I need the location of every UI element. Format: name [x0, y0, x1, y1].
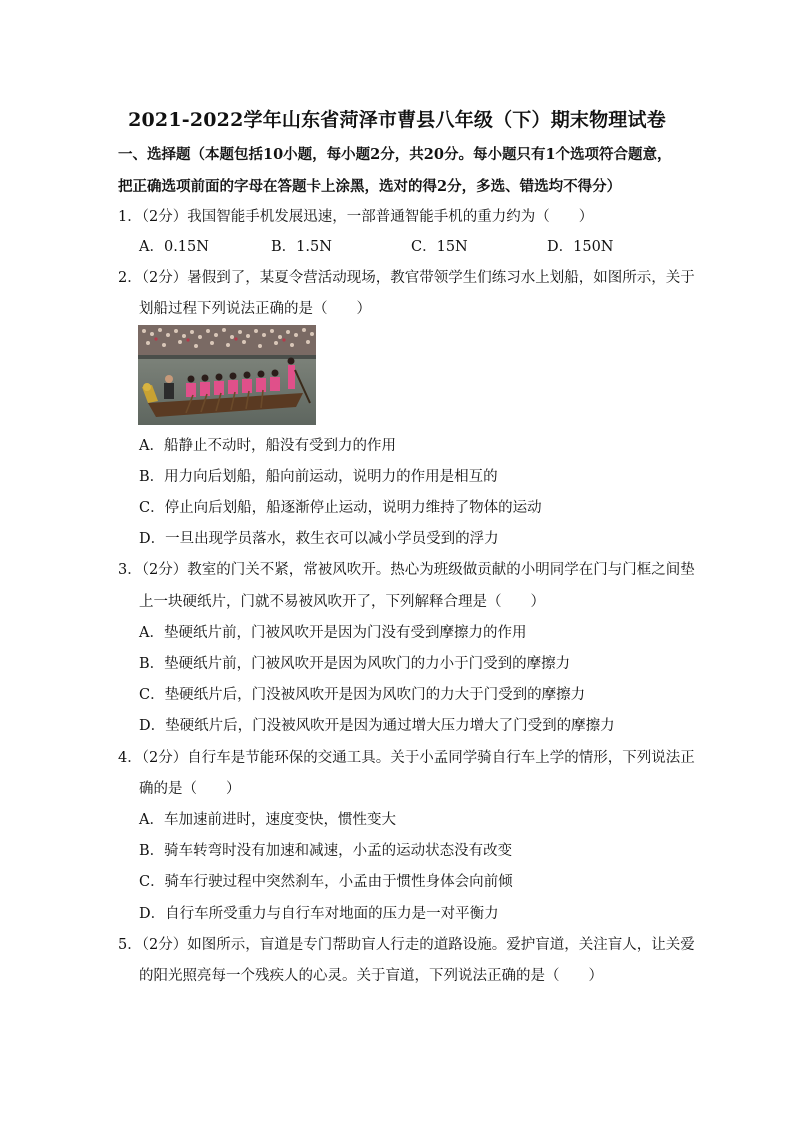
exam-title: 2021-2022学年山东省菏泽市曹县八年级（下）期末物理试卷: [128, 109, 666, 131]
question-2-option-d: D．一旦出现学员落水，救生衣可以减小学员受到的浮力: [139, 531, 499, 547]
section-heading-line-2: 把正确选项前面的字母在答题卡上涂黑，选对的得2分，多选、错选均不得分）: [118, 178, 622, 195]
question-1-option-c: C．15N: [411, 239, 468, 255]
question-3-stem-line-2: 上一块硬纸片，门就不易被风吹开了，下列解释合理是（ ）: [139, 594, 545, 610]
question-2-option-a: A．船静止不动时，船没有受到力的作用: [139, 438, 396, 454]
question-2-stem-line-1: 2．（2分）暑假到了，某夏令营活动现场，教官带领学生们练习水上划船，如图所示，关于: [118, 270, 695, 286]
question-1-options: [139, 237, 659, 257]
question-4-stem-line-1: 4．（2分）自行车是节能环保的交通工具。关于小孟同学骑自行车上学的情形，下列说法正: [118, 750, 695, 766]
section-heading-line-1: 一、选择题（本题包括10小题，每小题2分，共20分。每小题只有1个选项符合题意，: [118, 146, 672, 163]
question-4-stem-line-2: 确的是（ ）: [139, 781, 241, 797]
question-3-option-b: B．垫硬纸片前，门被风吹开是因为风吹门的力小于门受到的摩擦力: [139, 656, 571, 672]
question-2-stem-line-2: 划船过程下列说法正确的是（ ）: [139, 301, 371, 317]
question-4-option-b: B．骑车转弯时没有加速和减速，小孟的运动状态没有改变: [139, 843, 513, 859]
question-3-option-a: A．垫硬纸片前，门被风吹开是因为门没有受到摩擦力的作用: [139, 625, 527, 641]
question-3-stem-line-1: 3．（2分）教室的门关不紧，常被风吹开。热心为班级做贡献的小明同学在门与门框之间垫: [118, 562, 695, 578]
question-5-stem-line-2: 的阳光照亮每一个残疾人的心灵。关于盲道，下列说法正确的是（ ）: [139, 968, 603, 984]
question-1-option-d: D．150N: [547, 239, 614, 255]
question-1-option-a: A．0.15N: [139, 239, 209, 255]
question-4-option-d: D．自行车所受重力与自行车对地面的压力是一对平衡力: [139, 906, 499, 922]
question-1-stem: 1．（2分）我国智能手机发展迅速，一部普通智能手机的重力约为（ ）: [118, 209, 594, 225]
question-5-stem-line-1: 5．（2分）如图所示，盲道是专门帮助盲人行走的道路设施。爱护盲道，关注盲人，让关爱: [118, 937, 695, 953]
question-3-option-d: D．垫硬纸片后，门没被风吹开是因为通过增大压力增大了门受到的摩擦力: [139, 718, 615, 734]
question-3-option-c: C．垫硬纸片后，门没被风吹开是因为风吹门的力大于门受到的摩擦力: [139, 687, 586, 703]
question-4-option-a: A．车加速前进时，速度变快，惯性变大: [139, 812, 396, 828]
question-1-option-b: B．1.5N: [271, 239, 332, 255]
question-4-option-c: C．骑车行驶过程中突然刹车，小孟由于惯性身体会向前倾: [139, 874, 513, 890]
question-2-option-c: C．停止向后划船，船逐渐停止运动，说明力维持了物体的运动: [139, 500, 542, 516]
question-2-option-b: B．用力向后划船，船向前运动，说明力的作用是相互的: [139, 469, 498, 485]
dragon-boat-photo: [138, 325, 316, 425]
